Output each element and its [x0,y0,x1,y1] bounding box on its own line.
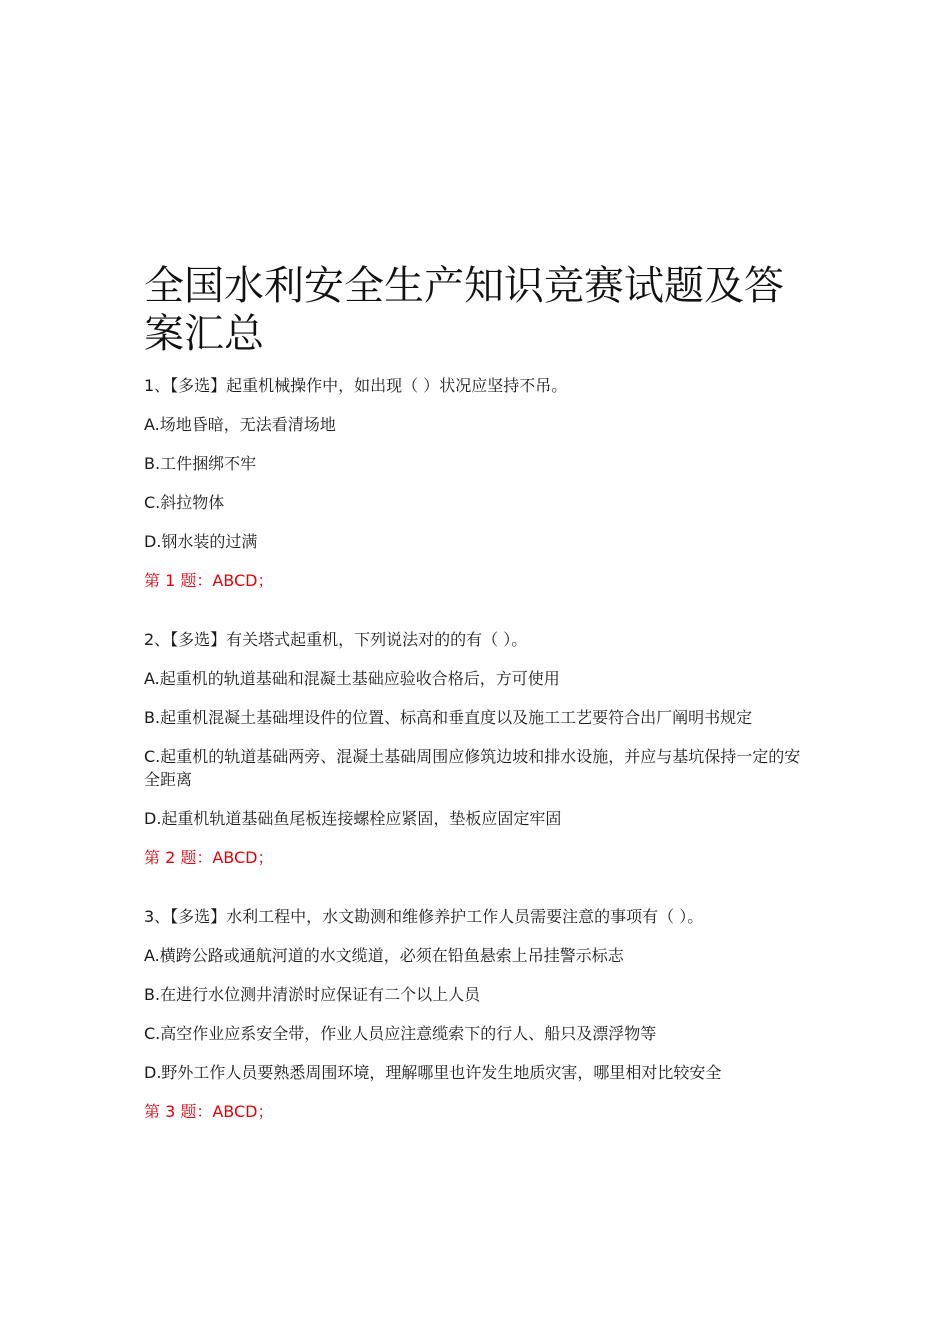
question-2 [144,628,804,869]
answer-line: 第 2 题：ABCD； [144,848,274,867]
answer-line: 第 1 题：ABCD； [144,571,274,590]
option-a: A.场地昏暗，无法看清场地 [144,415,336,434]
answer-line: 第 3 题：ABCD； [144,1102,274,1121]
question-stem: 1、【多选】起重机械操作中，如出现（ ）状况应坚持不吊。 [144,376,568,395]
option-c: C.高空作业应系安全带，作业人员应注意缆索下的行人、船只及漂浮物等 [144,1024,657,1043]
option-a: A.横跨公路或通航河道的水文缆道，必须在铅鱼悬索上吊挂警示标志 [144,946,624,965]
option-d: D.钢水装的过满 [144,532,258,551]
question-1 [144,374,804,592]
document-title: 全国水利安全生产知识竞赛试题及答案汇总 [144,263,784,357]
question-stem: 2、【多选】有关塔式起重机，下列说法对的的有（ ）。 [144,630,528,649]
option-d: D.野外工作人员要熟悉周围环境，理解哪里也许发生地质灾害，哪里相对比较安全 [144,1063,722,1082]
option-b: B.工件捆绑不牢 [144,454,257,473]
document-page [144,262,804,1149]
question-3 [144,905,804,1123]
option-b: B.在进行水位测井清淤时应保证有二个以上人员 [144,985,481,1004]
option-c: C.斜拉物体 [144,493,225,512]
option-b: B.起重机混凝土基础埋设件的位置、标高和垂直度以及施工工艺要符合出厂阐明书规定 [144,708,753,727]
option-a: A.起重机的轨道基础和混凝土基础应验收合格后，方可使用 [144,669,560,688]
question-stem: 3、【多选】水利工程中，水文勘测和维修养护工作人员需要注意的事项有（ ）。 [144,907,704,926]
option-c: C.起重机的轨道基础两旁、混凝土基础周围应修筑边坡和排水设施，并应与基坑保持一定的安全距离 [144,747,801,789]
option-d: D.起重机轨道基础鱼尾板连接螺栓应紧固，垫板应固定牢固 [144,809,562,828]
